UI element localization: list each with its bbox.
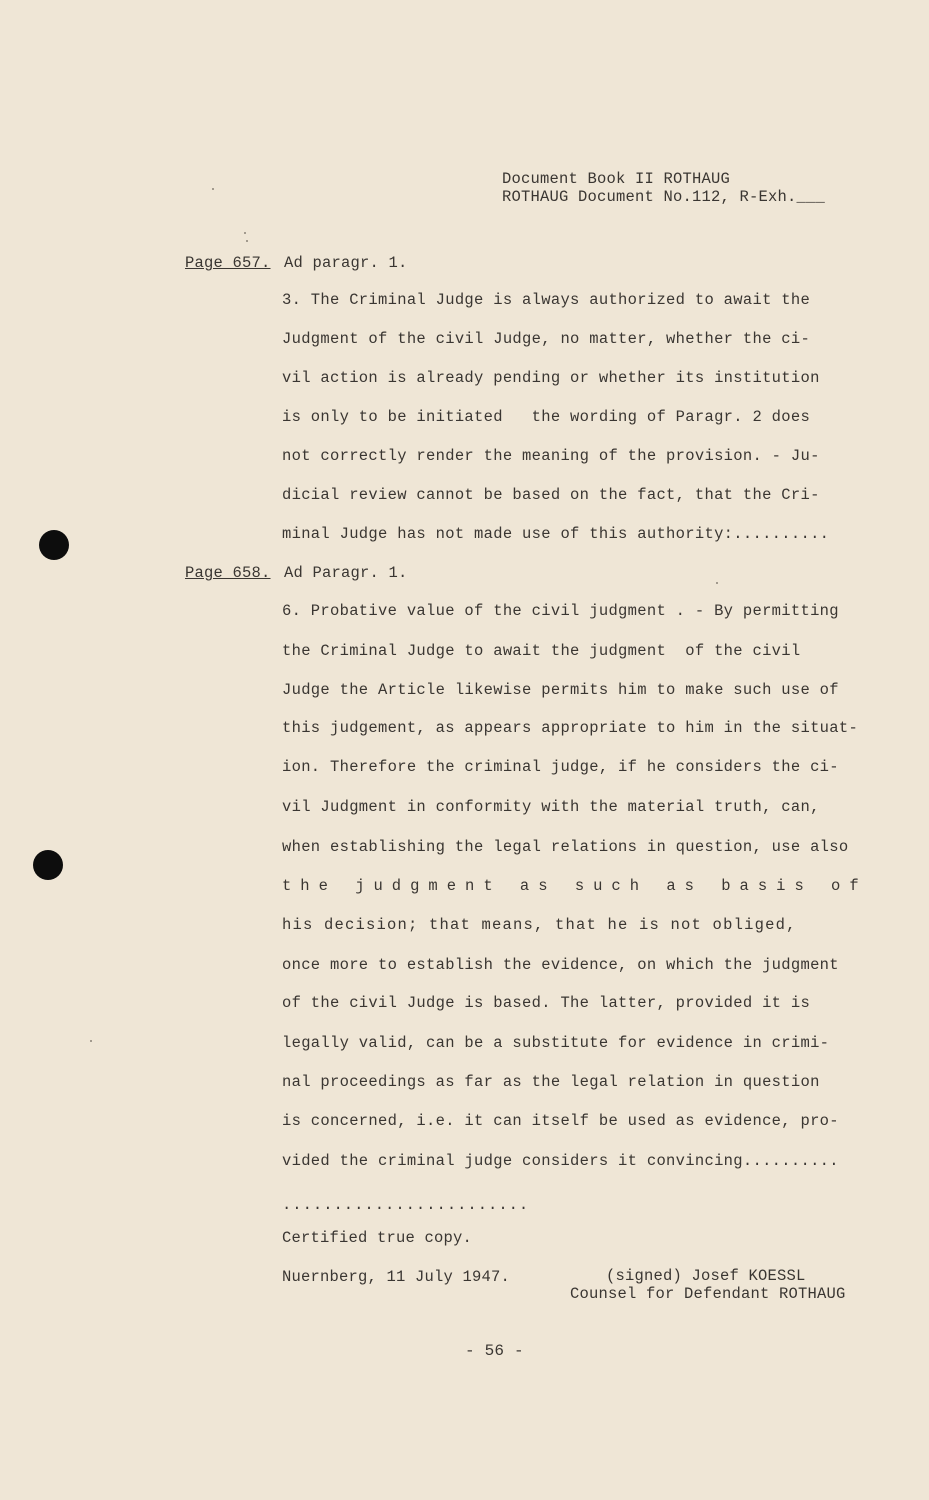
text-line: the judgment as such as basis of bbox=[282, 877, 868, 895]
text-line: this judgement, as appears appropriate to him in the situat- bbox=[282, 719, 859, 737]
text-line: the Criminal Judge to await the judgment of the civil bbox=[282, 642, 801, 660]
text-line: once more to establish the evidence, on which the judgment bbox=[282, 956, 839, 974]
document-book-title: Document Book II ROTHAUG bbox=[502, 170, 731, 188]
signature-title: Counsel for Defendant ROTHAUG bbox=[570, 1285, 846, 1303]
speck bbox=[716, 582, 718, 584]
document-number: ROTHAUG Document No.112, R-Exh.___ bbox=[502, 188, 826, 206]
text-line: legally valid, can be a substitute for evidence in crimi- bbox=[282, 1034, 830, 1052]
speck bbox=[90, 1040, 92, 1042]
text-line: when establishing the legal relations in question, use also bbox=[282, 838, 849, 856]
text-line: vil action is already pending or whether its institution bbox=[282, 369, 820, 387]
speck bbox=[246, 240, 248, 242]
signature-line: (signed) Josef KOESSL bbox=[606, 1267, 806, 1285]
text-line: of the civil Judge is based. The latter, provided it is bbox=[282, 994, 811, 1012]
text-line: Judge the Article likewise permits him to make such use of bbox=[282, 681, 839, 699]
section-heading: Ad Paragr. 1. bbox=[284, 564, 408, 582]
certification-note: Certified true copy. bbox=[282, 1229, 473, 1247]
speck bbox=[212, 188, 214, 190]
text-line: 6. Probative value of the civil judgment . - By permitting bbox=[282, 602, 839, 620]
text-line: dicial review cannot be based on the fact, that the Cri- bbox=[282, 486, 820, 504]
text-line: his decision; that means, that he is not obliged, bbox=[282, 916, 797, 934]
place-date: Nuernberg, 11 July 1947. bbox=[282, 1268, 511, 1286]
text-line: minal Judge has not made use of this authority:.......... bbox=[282, 525, 830, 543]
text-line: vil Judgment in conformity with the material truth, can, bbox=[282, 798, 820, 816]
punch-hole-icon bbox=[33, 850, 63, 880]
speck bbox=[244, 232, 246, 234]
text-line: vided the criminal judge considers it convincing.......... bbox=[282, 1152, 839, 1170]
page-reference: Page 658. bbox=[185, 564, 271, 582]
text-line: nal proceedings as far as the legal relation in question bbox=[282, 1073, 820, 1091]
text-line: ion. Therefore the criminal judge, if he considers the ci- bbox=[282, 758, 839, 776]
text-line: is concerned, i.e. it can itself be used as evidence, pro- bbox=[282, 1112, 839, 1130]
closing-dots: ........................ bbox=[282, 1196, 530, 1214]
page-reference: Page 657. bbox=[185, 254, 271, 272]
text-line: 3. The Criminal Judge is always authorized to await the bbox=[282, 291, 811, 309]
page-number: - 56 - bbox=[465, 1342, 524, 1360]
section-heading: Ad paragr. 1. bbox=[284, 254, 408, 272]
text-line: Judgment of the civil Judge, no matter, whether the ci- bbox=[282, 330, 811, 348]
text-line: not correctly render the meaning of the provision. - Ju- bbox=[282, 447, 820, 465]
punch-hole-icon bbox=[39, 530, 69, 560]
text-line: is only to be initiated the wording of Paragr. 2 does bbox=[282, 408, 811, 426]
